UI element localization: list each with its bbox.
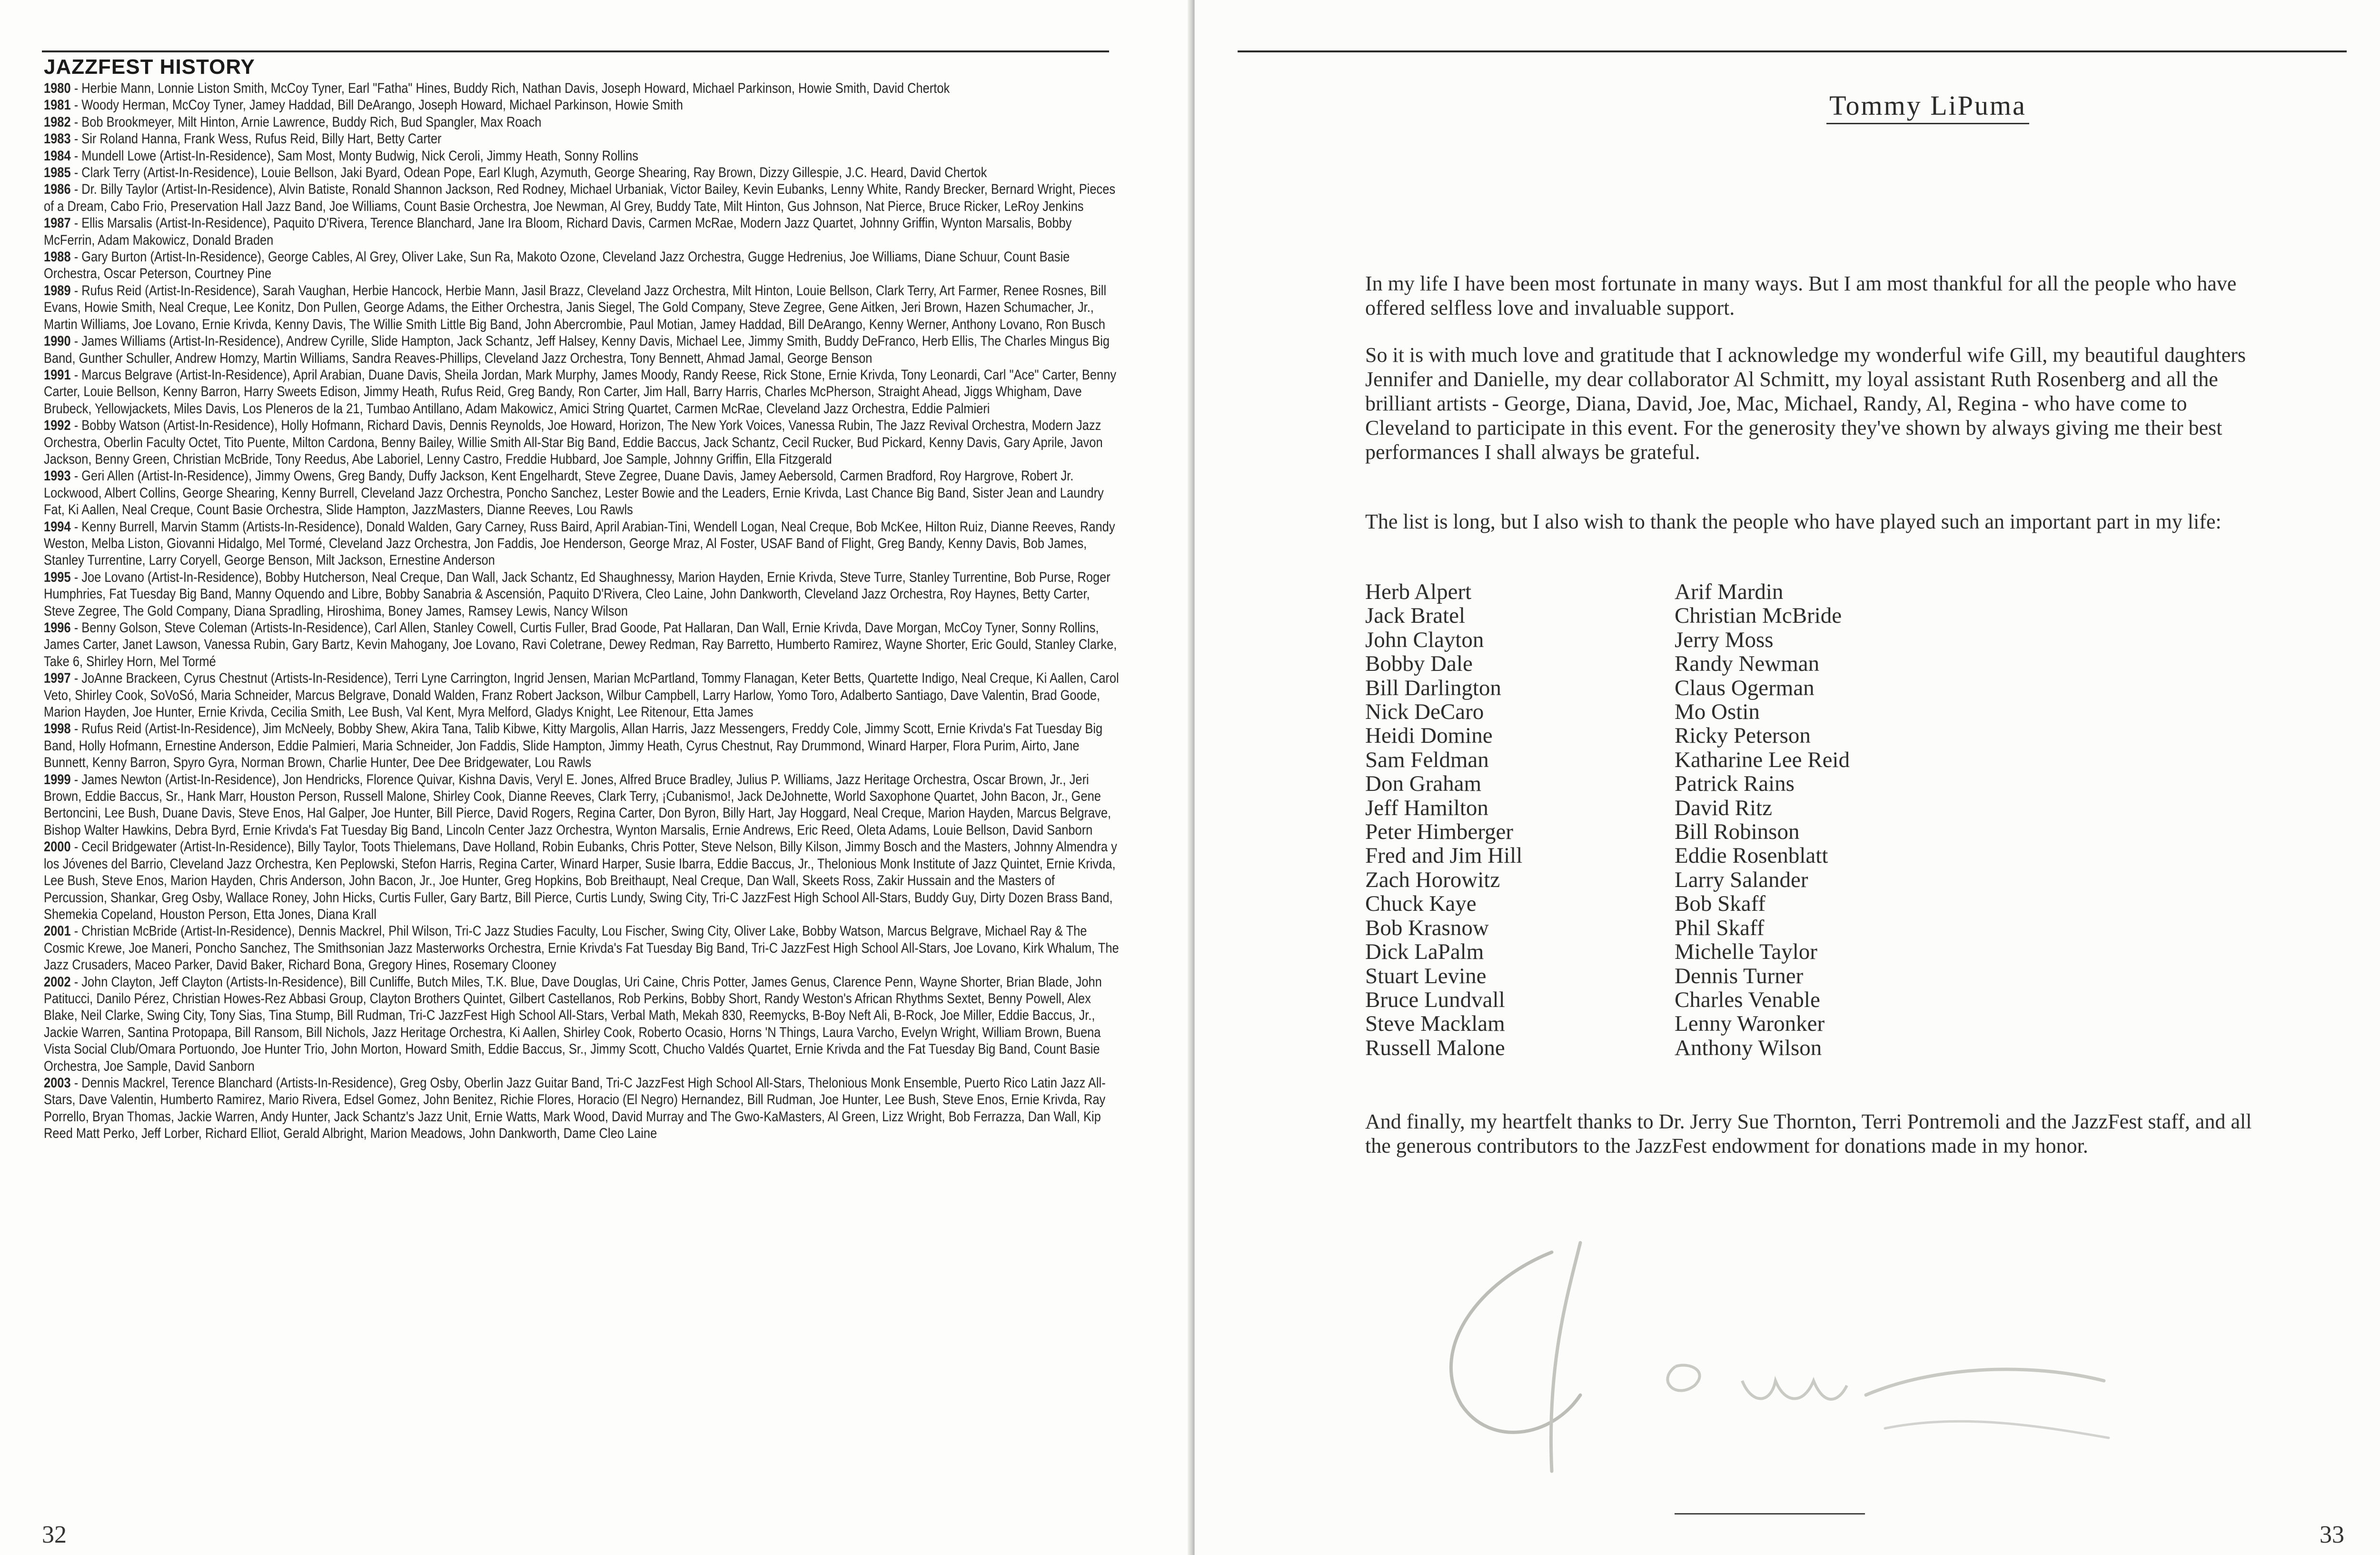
history-year: 1991 [44,367,71,383]
history-list [44,80,1119,1142]
history-artists: - James Newton (Artist-In-Residence), Jon Hendricks, Florence Quivar, Kishna Davis, Veryl E. Jones, Alfred Bruce Bradley, Julius P. Williams, Jazz Heritage Orchestra, Oscar Brown, Jr., Jeri Brown, Eddie Baccus, Sr., Hank Marr, Houston Person, Russell Malone, Shirley Cook, Dianne Reeves, Clark Terry, ¡Cubanismo!, Jack DeJohnette, World Saxophone Quartet, John Bacon, Jr., Gene Bertoncini, Lee Bush, Duane Davis, Steve Enos, Hal Galper, Joe Hunter, Bill Pierce, David Rogers, Regina Carter, Don Byron, Billy Hart, Jay Hoggard, Neal Creque, Marion Hayden, Marcus Belgrave, Bishop Walter Hawkins, Debra Byrd, Ernie Krivda's Fat Tuesday Big Band, Lincoln Center Jazz Orchestra, Wynton Marsalis, Ernie Andrews, Eric Reed, Oleta Adams, Louie Bellson, David Sanborn [44,771,1111,838]
names-column-1 [1365,580,1522,1060]
thanks-name: David Ritz [1675,795,1772,820]
thanks-name: Randy Newman [1675,651,1820,677]
history-artists: - Rufus Reid (Artist-In-Residence), Sarah Vaughan, Herbie Hancock, Herbie Mann, Jasil Brazz, Cleveland Jazz Orchestra, Milt Hinton, Louie Bellson, Clark Terry, Art Farmer, Renee Rosnes, Bill Evans, Howie Smith, Neal Creque, Lee Konitz, Don Pullen, George Adams, the Either Orchestra, Janis Siegel, The Gold Company, Steve Zegree, Gene Aitken, Jeri Brown, Hazen Schumacher, Jr., Martin Williams, Joe Lovano, Ernie Krivda, Kenny Davis, The Willie Smith Little Big Band, John Abercrombie, Paul Motian, Jamey Haddad, Bill DeArango, Kenny Werner, Anthony Lovano, Ron Busch [44,282,1107,332]
history-artists: - JoAnne Brackeen, Cyrus Chestnut (Artists-In-Residence), Terri Lyne Carrington, Ingrid Jensen, Marian McPartland, Tommy Flanagan, Keter Betts, Quartette Indigo, Neal Creque, Ki Aallen, Carol Veto, Shirley Cook, SoVoSó, Maria Schneider, Marcus Belgrave, Donald Walden, Franz Robert Jackson, Wilbur Campbell, Larry Harlow, Yomo Toro, Adalberto Santiago, Dave Valentin, Brad Goode, Marion Hayden, Joe Hunter, Ernie Krivda, Cecilia Smith, Lee Bush, Val Kent, Myra Melford, Gladys Knight, Lee Ritenour, Etta James [44,670,1119,720]
history-artists: - Joe Lovano (Artist-In-Residence), Bobby Hutcherson, Neal Creque, Dan Wall, Jack Schantz, Ed Shaughnessy, Marion Hayden, Ernie Krivda, Steve Turre, Stanley Turrentine, Bob Purse, Roger Humphries, Fat Tuesday Big Band, Manny Oquendo and Libre, Bobby Sanabria & Ascensión, Paquito D'Rivera, Cleo Laine, John Dankworth, Cleveland Jazz Orchestra, Roy Haynes, Betty Carter, Steve Zegree, The Gold Company, Diana Spradling, Hiroshima, Boney James, Ramsey Lewis, Nancy Wilson [44,569,1111,619]
history-year: 1993 [44,468,71,484]
thanks-name: Herb Alpert [1365,579,1472,604]
history-year: 2003 [44,1075,71,1091]
thanks-name: Fred and Jim Hill [1365,843,1523,868]
history-artists: - Bobby Watson (Artist-In-Residence), Holly Hofmann, Richard Davis, Dennis Reynolds, Joe Howard, Horizon, The New York Voices, Vanessa Rubin, The Jazz Revival Orchestra, Modern Jazz Orchestra, Oberlin Faculty Octet, Tito Puente, Milton Cardona, Benny Bailey, Willie Smith All-Star Big Band, Eddie Baccus, Jack Schantz, Cecil Rucker, Bud Pickard, Kenny Davis, Gary Aprile, Javon Jackson, Benny Green, Christian McBride, Tony Reedus, Abe Laboriel, Lenny Castro, Freddie Hubbard, Joe Sample, Johnny Griffin, Ella Fitzgerald [44,418,1103,467]
history-year: 2001 [44,923,71,939]
history-artists: - Marcus Belgrave (Artist-In-Residence), April Arabian, Duane Davis, Sheila Jordan, Mark Murphy, James Moody, Randy Reese, Rick Stone, Ernie Krivda, Tony Leonardi, Carl "Ace" Carter, Benny Carter, Louie Bellson, Kenny Barron, Harry Sweets Edison, Jimmy Heath, Rufus Reid, Greg Bandy, Ron Carter, Jim Hall, Barry Harris, Charles McPherson, Straight Ahead, Jiggs Whigham, Dave Brubeck, Yellowjackets, Miles Davis, Los Pleneros de la 21, Tumbao Antillano, Adam Makowicz, Amici String Quartet, Carmen McRae, Cleveland Jazz Orchestra, Eddie Palmieri [44,367,1117,417]
history-artists: - Sir Roland Hanna, Frank Wess, Rufus Reid, Billy Hart, Betty Carter [70,131,442,147]
thanks-name: Claus Ogerman [1675,675,1815,700]
thanks-name: Patrick Rains [1675,771,1795,797]
thanks-name: Chuck Kaye [1365,891,1477,917]
history-year: 1998 [44,721,71,737]
paragraph-1: In my life I have been most fortunate in many ways. But I am most thankful for all the people who have offered selfless love and invaluable support. [1365,272,2237,319]
history-entry [44,164,1120,181]
history-entries [44,80,1120,1142]
history-artists: - Woody Herman, McCoy Tyner, Jamey Haddad, Bill DeArango, Joseph Howard, Michael Parkinson, Howie Smith [70,97,683,113]
thanks-name: Larry Salander [1675,867,1808,892]
thanks-name: Bob Skaff [1675,891,1766,917]
history-year: 1999 [44,771,71,787]
thanks-name: Jeff Hamilton [1365,795,1488,820]
thanks-name: Anthony Wilson [1675,1035,1822,1060]
paragraph-2: So it is with much love and gratitude that I acknowledge my wonderful wife Gill, my beautiful daughters Jennifer and Danielle, my dear collaborator Al Schmitt, my loyal assistant Ruth Rosenberg and all the brilliant artists - George, Diana, David, Joe, Mac, Michael, Randy, Al, Regina - who have come to Cleveland to participate in this event. For the generosity they've shown by always giving me their best performances I shall always be grateful. [1365,343,2246,464]
history-year: 1981 [44,97,71,113]
thanks-name: Sam Feldman [1365,747,1489,772]
top-rule [42,50,1109,52]
thanks-name: Stuart Levine [1365,963,1487,988]
history-entry [44,771,1120,839]
thanks-name: Jerry Moss [1675,627,1774,652]
history-year: 1988 [44,249,71,265]
history-entry [44,417,1120,468]
history-year: 1982 [44,114,71,130]
history-artists: - Bob Brookmeyer, Milt Hinton, Arnie Lawrence, Buddy Rich, Bud Spangler, Max Roach [70,114,542,130]
page-number-left: 32 [42,1521,67,1548]
history-artists: - Kenny Burrell, Marvin Stamm (Artists-In-Residence), Donald Walden, Gary Carney, Russ Baird, April Arabian-Tini, Wendell Logan, Neal Creque, Bob McKee, Hilton Ruiz, Dianne Reeves, Randy Weston, Melba Liston, Giovanni Hidalgo, Mel Tormé, Cleveland Jazz Orchestra, Jon Faddis, Joe Henderson, George Mraz, Al Foster, USAF Band of Flight, Greg Bandy, Kenny Davis, Bob James, Stanley Turrentine, Larry Coryell, George Benson, Milt Jackson, Ernestine Anderson [44,518,1115,568]
history-entry [44,720,1120,771]
history-year: 1995 [44,569,71,585]
history-entry [44,468,1120,518]
history-artists: - Dr. Billy Taylor (Artist-In-Residence), Alvin Batiste, Ronald Shannon Jackson, Red Rodney, Michael Urbaniak, Victor Bailey, Kevin Eubanks, Lenny White, Randy Brecker, Bernard Wright, Pieces of a Dream, Cabo Frio, Preservation Hall Jazz Band, Joe Williams, Count Basie Orchestra, Joe Newman, Al Grey, Buddy Tate, Milt Hinton, Gus Johnson, Nat Pierce, Bruce Ricker, LeRoy Jenkins [44,181,1116,214]
history-heading: JAZZFEST HISTORY [44,55,255,79]
history-artists: - Benny Golson, Steve Coleman (Artists-In-Residence), Carl Allen, Stanley Cowell, Curtis Fuller, Brad Goode, Pat Hallaran, Dan Wall, Ernie Krivda, Dave Morgan, McCoy Tyner, Sonny Rollins, James Carter, Janet Lawson, Vanessa Rubin, Gary Bartz, Kevin Mahogany, Joe Lovano, Ravi Coletrane, Dewey Redman, Ray Barretto, Humberto Ramirez, Wayne Shorter, Eric Gould, Stanley Clarke, Take 6, Shirley Horn, Mel Tormé [44,620,1117,669]
history-year: 1985 [44,165,71,181]
history-entry [44,282,1120,333]
history-year: 1986 [44,181,71,198]
history-year: 2000 [44,839,71,855]
page-title [1666,90,2190,121]
thanks-name: Bill Darlington [1365,675,1501,700]
signature-image [1409,1224,2123,1490]
thanks-name: Michelle Taylor [1675,939,1817,965]
history-entry [44,97,1120,113]
history-year: 1996 [44,620,71,636]
history-year: 2002 [44,974,71,990]
thanks-name: Christian McBride [1675,603,1842,628]
thanks-name: Arif Mardin [1675,579,1784,604]
top-rule [1238,50,2347,52]
names-column-2 [1675,580,1850,1060]
thanks-name: Ricky Peterson [1675,723,1811,748]
thanks-name: Lenny Waronker [1675,1011,1825,1037]
history-entry [44,619,1120,670]
history-artists: - Clark Terry (Artist-In-Residence), Louie Bellson, Jaki Byard, Odean Pope, Earl Klugh, Azymuth, George Shearing, Ray Brown, Dizzy Gillespie, J.C. Heard, David Chertok [70,165,987,181]
history-artists: - Dennis Mackrel, Terence Blanchard (Artists-In-Residence), Greg Osby, Oberlin Jazz Guitar Band, Tri-C JazzFest High School All-Stars, Thelonious Monk Ensemble, Puerto Rico Latin Jazz All-Stars, Dave Valentin, Humberto Ramirez, Mario Rivera, Edsel Gomez, John Benitez, Richie Flores, Horacio (El Negro) Hernandez, Bill Rudman, Joe Hunter, Lee Bush, Steve Enos, Ernie Krivda, Ray Porrello, Bryan Thomas, Jackie Warren, Andy Hunter, Jack Schantz's Jazz Unit, Ernie Watts, Mark Wood, David Murray and The Gwo-KaMasters, Al Green, Lizz Wright, Bob Ferrazza, Dan Wall, Kip Reed Matt Perko, Jeff Lorber, Richard Elliot, Gerald Albright, Marion Meadows, John Dankworth, Dame Cleo Laine [44,1075,1106,1142]
history-artists: - Gary Burton (Artist-In-Residence), George Cables, Al Grey, Oliver Lake, Sun Ra, Makoto Ozone, Cleveland Jazz Orchestra, Gugge Hedrenius, Joe Williams, Diane Schuur, Count Basie Orchestra, Oscar Peterson, Courtney Pine [44,249,1070,282]
history-artists: - Christian McBride (Artist-In-Residence), Dennis Mackrel, Phil Wilson, Tri-C Jazz Studies Faculty, Lou Fischer, Swing City, Oliver Lake, Bobby Watson, Marcus Belgrave, Michael Ray & The Cosmic Krewe, Joe Maneri, Poncho Sanchez, The Smithsonian Jazz Masterworks Orchestra, Ernie Krivda's Fat Tuesday Big Band, Tri-C JazzFest High School All-Stars, Joe Lovano, Kirk Whalum, The Jazz Crusaders, Maceo Parker, David Baker, Richard Bona, Gregory Hines, Rosemary Clooney [44,923,1119,973]
bottom-rule [1675,1513,1865,1515]
history-artists: - Herbie Mann, Lonnie Liston Smith, McCoy Tyner, Earl "Fatha" Hines, Buddy Rich, Nathan Davis, Joseph Howard, Michael Parkinson, Howie Smith, David Chertok [70,80,950,96]
history-year: 1994 [44,518,71,535]
paragraph-3: The list is long, but I also wish to thank the people who have played such an important part in my life: [1365,510,2221,533]
closing-paragraph [1365,1109,2270,1158]
history-entry [44,569,1120,619]
history-entry [44,670,1120,720]
thanks-name: Bob Krasnow [1365,915,1489,940]
history-entry [44,181,1120,215]
history-year: 1997 [44,670,71,687]
history-artists: - Mundell Lowe (Artist-In-Residence), Sam Most, Monty Budwig, Nick Ceroli, Jimmy Heath, Sonny Rollins [70,148,638,164]
history-entry [44,838,1120,923]
thanks-name: Katharine Lee Reid [1675,747,1850,772]
thanks-name: Bobby Dale [1365,651,1473,677]
thanks-name: Don Graham [1365,771,1482,797]
thanks-name: Peter Himberger [1365,819,1514,845]
list-intro-paragraph [1365,509,2270,534]
history-entry [44,974,1120,1075]
paragraph-4: And finally, my heartfelt thanks to Dr. Jerry Sue Thornton, Terri Pontremoli and the JazzFest staff, and all the generous contributors to the JazzFest endowment for donations made in my honor. [1365,1110,2252,1157]
history-artists: - James Williams (Artist-In-Residence), Andrew Cyrille, Slide Hampton, Jack Schantz, Jeff Halsey, Kenny Davis, Michael Lee, Jimmy Smith, Buddy DeFranco, Herb Ellis, The Charles Mingus Big Band, Gunther Schuller, Andrew Homzy, Martin Williams, Sandra Reaves-Phillips, Cleveland Jazz Orchestra, Tony Bennett, Ahmad Jamal, George Benson [44,333,1110,366]
history-entry [44,215,1120,249]
thanks-name: Russell Malone [1365,1035,1505,1060]
history-entry [44,1075,1120,1142]
history-entry [44,80,1120,97]
thanks-name: Heidi Domine [1365,723,1493,748]
thanks-name: Bill Robinson [1675,819,1800,845]
history-entry [44,249,1120,282]
thanks-name: Dick LaPalm [1365,939,1484,965]
history-artists: - Geri Allen (Artist-In-Residence), Jimmy Owens, Greg Bandy, Duffy Jackson, Kent Engelhardt, Steve Zegree, Duane Davis, Jamey Aebersold, Carmen Bradford, Roy Hargrove, Robert Jr. Lockwood, Albert Collins, George Shearing, Kenny Burrell, Cleveland Jazz Orchestra, Poncho Sanchez, Lester Bowie and the Leaders, Ernie Krivda, Last Chance Big Band, Sister Jean and Laundry Fat, Ki Aallen, Neal Creque, Count Basie Orchestra, Slide Hampton, JazzMasters, Dianne Reeves, Lou Rawls [44,468,1104,518]
history-artists: - Cecil Bridgewater (Artist-In-Residence), Billy Taylor, Toots Thielemans, Dave Holland, Robin Eubanks, Chris Potter, Steve Nelson, Billy Kilson, Jimmy Bosch and the Masters, Johnny Almendra y los Jóvenes del Barrio, Cleveland Jazz Orchestra, Ken Peplowski, Stefon Harris, Regina Carter, Winard Harper, Susie Ibarra, Eddie Baccus, Jr., Thelonious Monk Institute of Jazz Quintet, Ernie Krivda, Lee Bush, Steve Enos, Marion Hayden, Chris Anderson, John Bacon, Jr., Joe Hunter, Greg Hopkins, Bob Breithaupt, Neal Creque, Dan Wall, Skeets Ross, Zakir Hussain and the Masters of Percussion, Shankar, Greg Osby, Wallace Roney, John Hicks, Curtis Fuller, Gary Bartz, Bill Pierce, Curtis Lundy, Swing City, Tri-C JazzFest High School All-Stars, Buddy Guy, Dirty Dozen Brass Band, Shemekia Copeland, Houston Person, Etta Jones, Diana Krall [44,839,1117,922]
history-year: 1980 [44,80,71,96]
history-entry [44,923,1120,973]
thanks-name: Dennis Turner [1675,963,1804,988]
history-year: 1987 [44,215,71,231]
thanks-name: Steve Macklam [1365,1011,1505,1037]
history-year: 1984 [44,148,71,164]
history-year: 1983 [44,131,71,147]
thanks-name: Zach Horowitz [1365,867,1500,892]
history-artists: - John Clayton, Jeff Clayton (Artists-In-Residence), Bill Cunliffe, Butch Miles, T.K. Blue, Dave Douglas, Uri Caine, Chris Potter, James Genus, Clarence Penn, Wayne Shorter, Brian Blade, John Patitucci, Danilo Pérez, Christian Howes-Rez Abbasi Group, Clayton Brothers Quintet, Gilbert Castellanos, Rob Perkins, Bobby Short, Randy Weston's African Rhythms Sextet, Benny Powell, Alex Blake, Neil Clarke, Swing City, Tony Sias, Tina Stump, Bill Rudman, Tri-C JazzFest High School All-Stars, Verbal Math, Mekah 830, Reemycks, B-Boy Neft Ali, B-Rock, Joe Miller, Eddie Baccus, Jr., Jackie Warren, Santina Protopapa, Bill Ransom, Bill Nichols, Jazz Heritage Orchestra, Ki Aallen, Shirley Cook, Roberto Ocasio, Horns 'N Things, Laura Varcho, Evelyn Wright, William Brown, Buena Vista Social Club/Omara Portuondo, Joe Hunter Trio, John Morton, Howard Smith, Eddie Baccus, Sr., Jimmy Scott, Chucho Valdés Quartet, Ernie Krivda and the Fat Tuesday Big Band, Count Basie Orchestra, Joe Sample, David Sanborn [44,974,1102,1074]
thanks-name: Mo Ostin [1675,699,1760,725]
history-entry [44,114,1120,130]
intro-paragraph [1365,271,2270,320]
thanks-name: Charles Venable [1675,987,1820,1012]
thanks-name: John Clayton [1365,627,1484,652]
history-artists: - Rufus Reid (Artist-In-Residence), Jim McNeely, Bobby Shew, Akira Tana, Talib Kibwe, Kitty Margolis, Allan Harris, Jazz Messengers, Freddy Cole, Jimmy Scott, Ernie Krivda's Fat Tuesday Big Band, Holly Hofmann, Ernestine Anderson, Eddie Palmieri, Maria Schneider, Jon Faddis, Slide Hampton, Jimmy Heath, Cyrus Chestnut, Ray Drummond, Winard Harper, Flora Purim, Airto, Jane Bunnett, Kenny Barron, Spyro Gyra, Norman Brown, Charlie Hunter, Dee Dee Bridgewater, Lou Rawls [44,721,1103,771]
history-year: 1992 [44,418,71,434]
history-artists: - Ellis Marsalis (Artist-In-Residence), Paquito D'Rivera, Terence Blanchard, Jane Ira Bloom, Richard Davis, Carmen McRae, Modern Jazz Quartet, Johnny Griffin, Wynton Marsalis, Bobby McFerrin, Adam Makowicz, Donald Braden [44,215,1072,248]
page-number-right: 33 [2320,1521,2344,1548]
history-entry [44,367,1120,417]
history-entry [44,333,1120,367]
history-entry [44,130,1120,147]
thanks-name: Jack Bratel [1365,603,1466,628]
title-text: Tommy LiPuma [1826,90,2029,124]
right-page [1195,0,2380,1555]
gratitude-paragraph [1365,343,2270,464]
thanks-name: Bruce Lundvall [1365,987,1505,1012]
thanks-name: Eddie Rosenblatt [1675,843,1828,868]
history-entry [44,518,1120,569]
history-entry [44,148,1120,164]
thanks-name: Nick DeCaro [1365,699,1484,725]
thanks-name: Phil Skaff [1675,915,1765,940]
history-year: 1989 [44,282,71,299]
history-year: 1990 [44,333,71,349]
